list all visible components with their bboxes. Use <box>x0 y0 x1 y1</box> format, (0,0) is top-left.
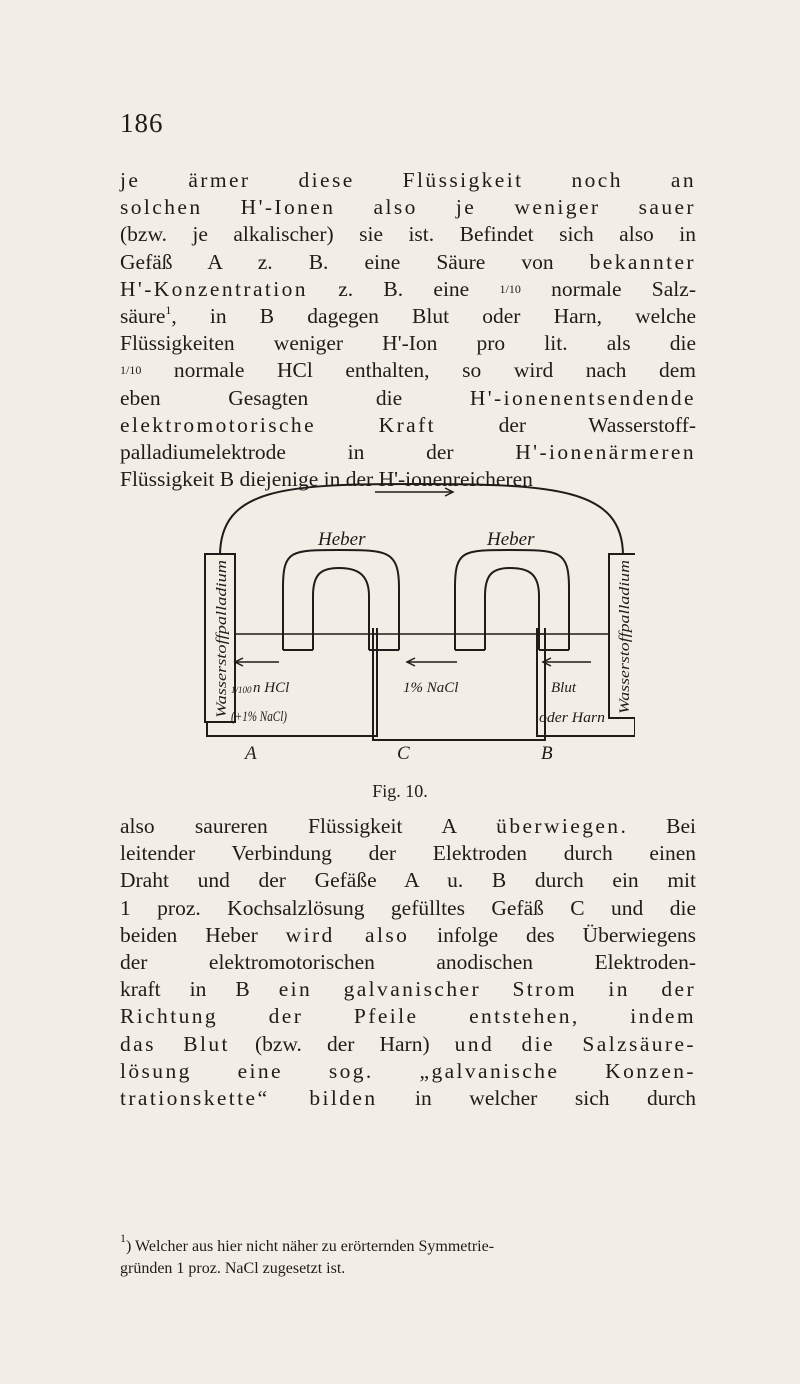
text-line: lösung eine sog. „galvanische Konzen- <box>120 1058 696 1083</box>
vessel-b-label-2: oder Harn <box>539 710 605 726</box>
footnote-line: gründen 1 proz. NaCl zugesetzt ist. <box>120 1260 346 1277</box>
vessel-a-letter: A <box>245 743 257 760</box>
arrow-c <box>407 658 457 666</box>
text-line: Gefäß A z. B. eine Säure von bekannter <box>120 249 696 274</box>
siphon-left <box>283 550 399 650</box>
figure-galvanic-cell <box>195 478 635 760</box>
text-line: 1/10 normale HCl enthalten, so wird nach dem <box>120 357 696 384</box>
text-line: eben Gesagten die H'-ionenentsendende <box>120 385 696 410</box>
text-line: 1 proz. Kochsalzlösung gefülltes Gefäß C und die <box>120 895 696 920</box>
text-line: kraft in B ein galvanischer Strom in der <box>120 977 697 1002</box>
vessel-c-label: 1% NaCl <box>403 680 459 696</box>
heber-left-label: Heber <box>318 529 366 550</box>
electrode-left-label: Wasserstoffpalladium <box>214 588 230 718</box>
text-line: das Blut (bzw. der Harn) und die Salzsäure- <box>120 1031 696 1056</box>
text-line: Richtung der Pfeile entstehen, indem <box>120 1004 696 1029</box>
text-line: leitender Verbindung der Elektroden durch einen <box>120 841 696 866</box>
text-line: also saureren Flüssigkeit A überwiegen. Bei <box>120 814 696 838</box>
text-line: Flüssigkeiten weniger H'-Ion pro lit. als die <box>120 331 696 356</box>
vessel-a-label-2: (+1% NaCl) <box>231 709 287 725</box>
text-line: der elektromotorischen anodischen Elektroden- <box>120 950 696 975</box>
arrow-b <box>543 658 591 666</box>
text-line: trationskette“ bilden in welcher sich durch <box>120 1086 696 1111</box>
text-line: je ärmer diese Flüssigkeit noch an <box>120 168 696 192</box>
text-line: Draht und der Gefäße A u. B durch ein mit <box>120 868 696 893</box>
text-line: H'-Konzentration z. B. eine 1/10 normale Salz- <box>120 276 696 303</box>
page-number: 186 <box>120 108 164 138</box>
text-line: (bzw. je alkalischer) sie ist. Befindet sich also in <box>120 222 696 247</box>
vessel-b-label-1: Blut <box>551 680 576 696</box>
vessel-a-label-1: n HCl <box>253 680 290 696</box>
arrow-top <box>375 488 453 496</box>
paragraph-1 <box>120 167 696 493</box>
siphon-right <box>455 550 569 650</box>
wire <box>220 484 623 556</box>
text-line: solchen H'-Ionen also je weniger sauer <box>120 195 696 220</box>
arrow-a <box>235 658 279 666</box>
fraction: 1/10 <box>499 281 521 296</box>
text-line: säure$^1$, in B dagegen Blut oder Harn, welche <box>120 303 696 329</box>
footnote-ref: 1 <box>165 303 172 318</box>
text-line: beiden Heber wird also infolge des Überwiegens <box>120 922 696 947</box>
paragraph-2 <box>120 813 696 1112</box>
figure-caption: Fig. 10. <box>372 781 428 801</box>
footnote-marker: 1 <box>120 1231 126 1245</box>
electrode-right-label: Wasserstoffpalladium <box>617 584 633 714</box>
text-line: palladiumelektrode in der H'-ionenärmeren <box>120 440 696 465</box>
text-line: elektromotorische Kraft der Wasserstoff- <box>120 412 697 437</box>
heber-right-label: Heber <box>487 529 535 550</box>
footnote-line: $^1$) Welcher aus hier nicht näher zu erörternden Symmetrie- <box>120 1231 495 1255</box>
text-line: Flüssigkeit B diejenige in der H'-ionenreicheren <box>120 467 533 492</box>
fraction: 1/10 <box>120 363 142 378</box>
vessel-b-letter: B <box>541 743 553 760</box>
vessel-c-letter: C <box>397 743 410 760</box>
footnote <box>120 1231 696 1280</box>
vessel-a-frac: 1/100 <box>231 685 252 695</box>
